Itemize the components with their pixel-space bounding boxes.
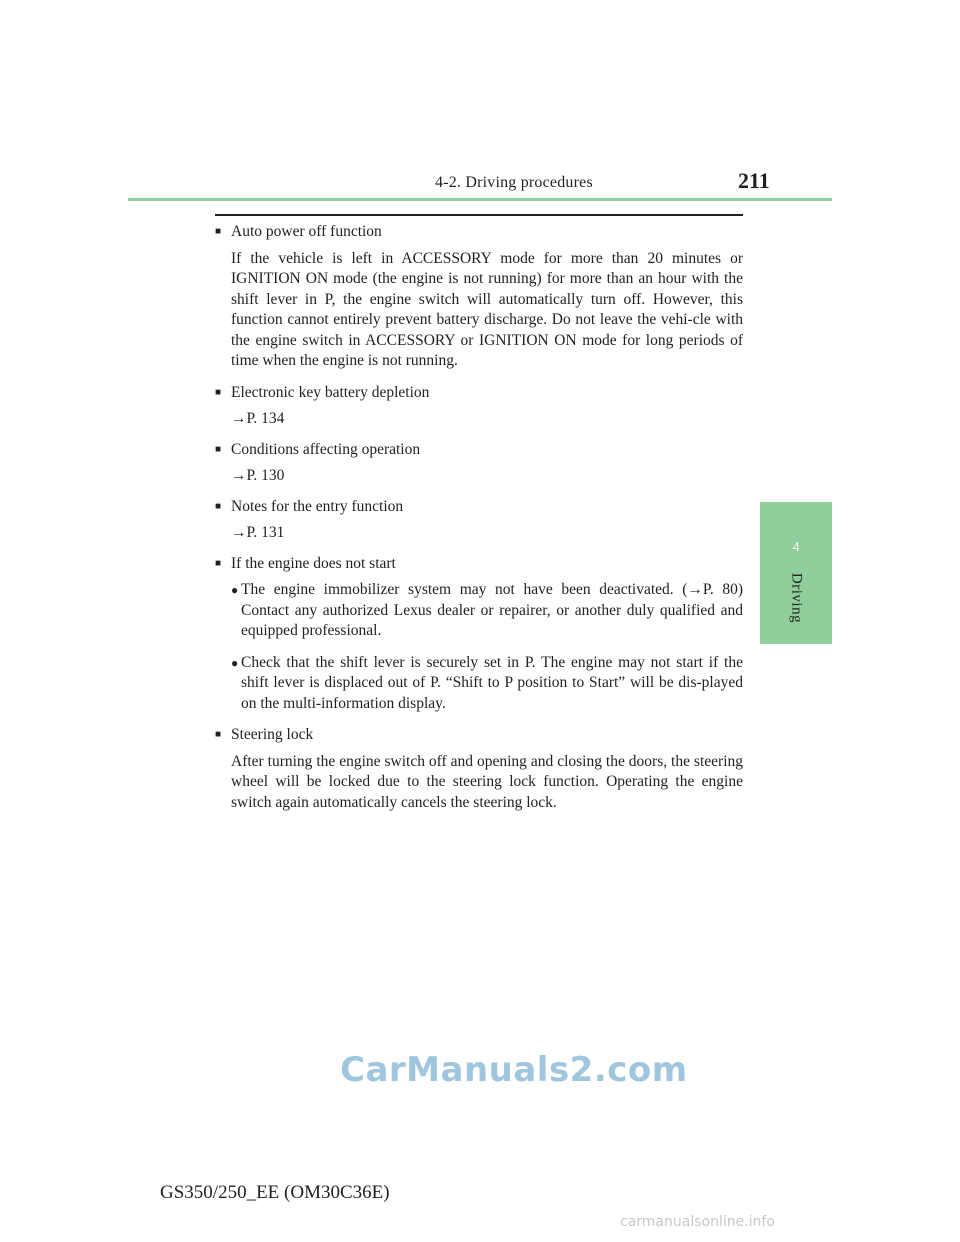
square-bullet-icon: ■	[215, 386, 222, 398]
square-bullet-icon: ■	[215, 557, 222, 569]
square-bullet-icon: ■	[215, 443, 222, 455]
list-item-text: Check that the shift lever is securely set in P. The engine may not start if the shift lever is displaced out of P. “Shift to P position to Start” will be dis-played on the multi-information display.	[241, 653, 743, 712]
section-heading	[215, 222, 743, 243]
page-reference-link[interactable]: →P. 131	[231, 524, 285, 541]
page-reference-link[interactable]: →P. 130	[231, 467, 285, 484]
page-reference-link[interactable]: →P. 134	[231, 410, 285, 427]
section-paragraph: If the vehicle is left in ACCESSORY mode for more than 20 minutes or IGNITION ON mode (the engine is not running) for more than an hour with the shift lever in P, the engine switch will automatically turn off. However, this function cannot entirely prevent battery discharge. Do not leave the vehi-cle with the engine switch in ACCESSORY or IGNITION ON mode for long periods of time when the engine is not running.	[231, 249, 743, 369]
round-bullet-icon: ●	[231, 583, 239, 597]
heading-text: If the engine does not start	[231, 554, 396, 572]
square-bullet-icon: ■	[215, 500, 222, 512]
list-item	[231, 580, 743, 642]
content-body	[215, 222, 743, 824]
page-number: 211	[738, 168, 770, 193]
section-heading	[215, 497, 743, 518]
square-bullet-icon: ■	[215, 226, 222, 237]
section-heading	[215, 725, 743, 746]
round-bullet-icon: ●	[231, 655, 239, 670]
site-watermark: carmanualsonline.info	[620, 1214, 775, 1230]
model-code-footer: GS350/250_EE (OM30C36E)	[160, 1182, 390, 1203]
chapter-label: Driving	[788, 572, 805, 624]
chapter-number: 4	[792, 540, 800, 555]
section-paragraph: After turning the engine switch off and opening and closing the doors, the steering wheel will be locked due to the steering lock function. Operating the engine switch again automatically cancels the steering lock.	[231, 752, 743, 811]
section-heading	[215, 440, 743, 461]
section-heading	[215, 383, 743, 404]
heading-text: Electronic key battery depletion	[231, 383, 430, 401]
header-rule	[128, 198, 832, 201]
content-rule	[215, 214, 743, 216]
heading-text: Auto power off function	[231, 223, 382, 240]
section-heading	[215, 554, 743, 575]
heading-text: Steering lock	[231, 726, 314, 743]
heading-text: Conditions affecting operation	[231, 440, 421, 458]
watermark-logo: CarManuals2.com	[340, 1050, 688, 1090]
square-bullet-icon: ■	[215, 729, 222, 740]
chapter-tab[interactable]	[760, 502, 832, 644]
list-item-text: The engine immobilizer system may not have been deactivated. (→P. 80) Contact any authorized Lexus dealer or repairer, or another duly qualified and equipped professional.	[241, 581, 743, 639]
list-item	[231, 653, 743, 715]
heading-text: Notes for the entry function	[231, 497, 404, 515]
section-title: 4-2. Driving procedures	[435, 174, 593, 191]
